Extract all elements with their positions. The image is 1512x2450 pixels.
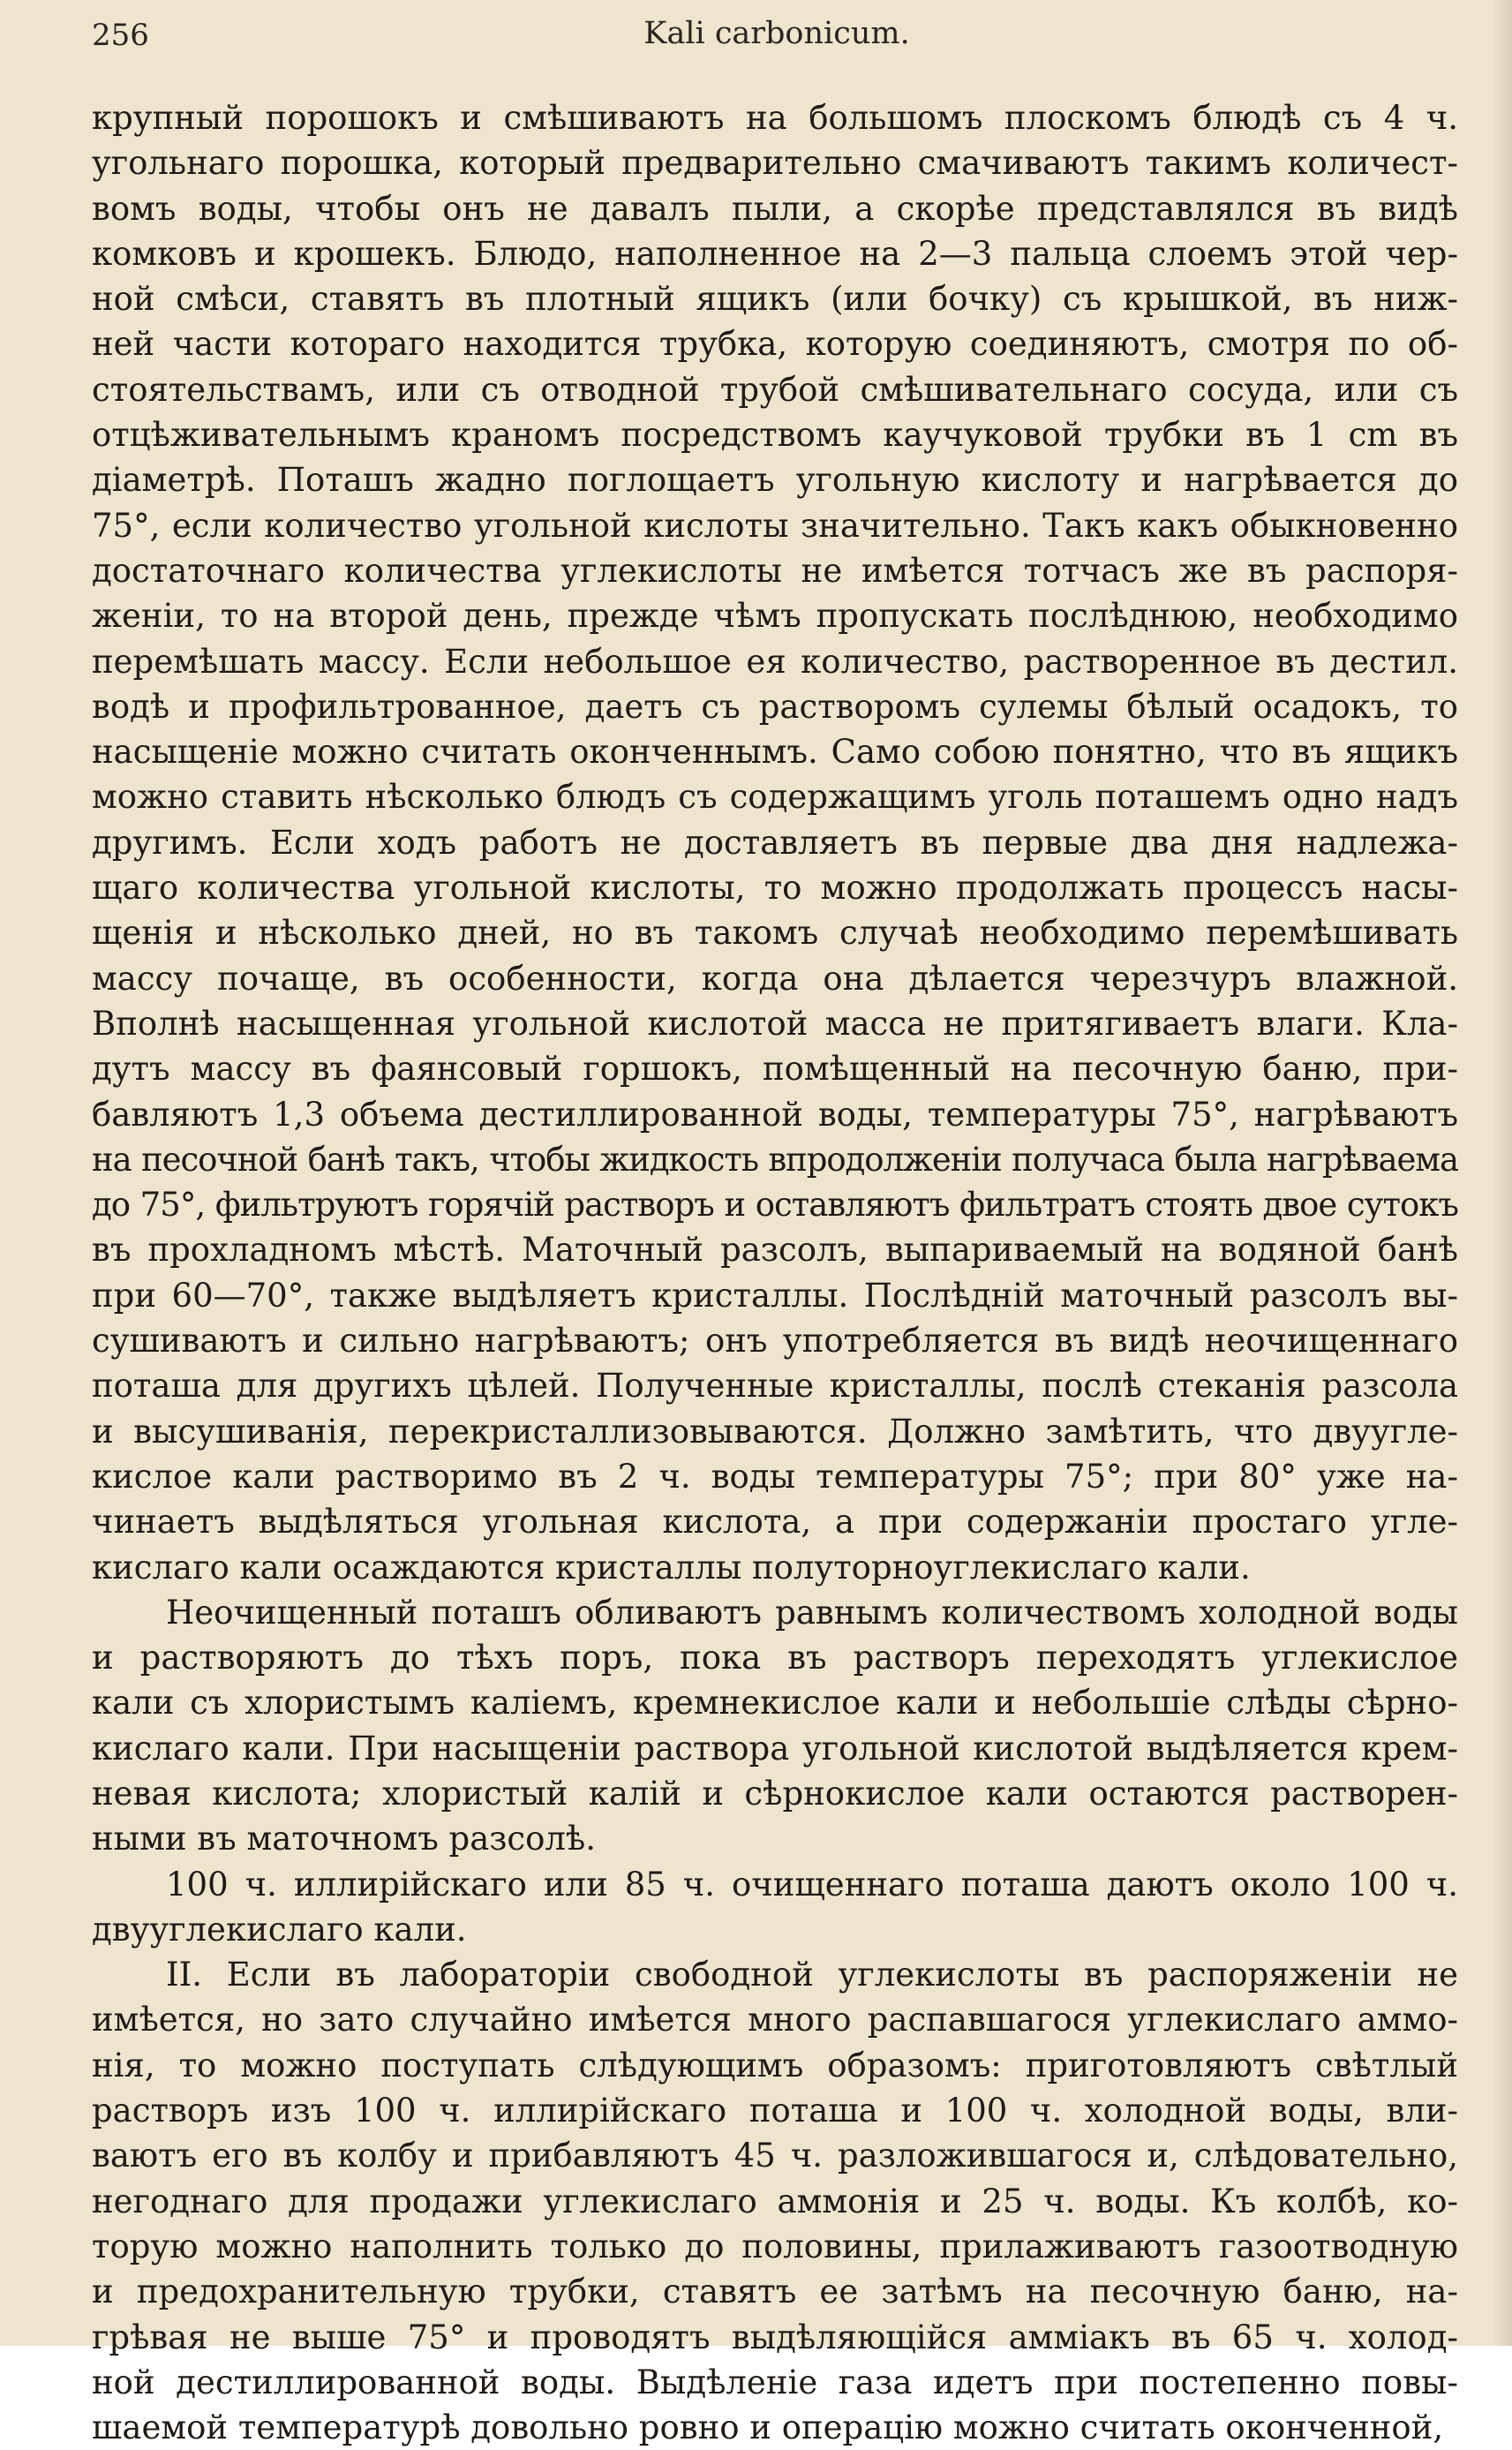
text-line: двууглекислаго кали. <box>92 1910 467 1949</box>
text-line: стоятельствамъ, или съ отводной трубой смѣшивательнаго сосуда, или съ <box>92 370 1458 409</box>
text-line: щаго количества угольной кислоты, то можно продолжать процессъ насы- <box>92 869 1458 908</box>
text-line: на песочной банѣ такъ, чтобы жидкость впродолженіи получаса была нагрѣваема <box>92 1140 1458 1179</box>
text-line: ной дестиллированной воды. Выдѣленіе газа идетъ при постепенно повы- <box>92 2363 1458 2401</box>
text-line: 100 ч. иллирійскаго или 85 ч. очищеннаго поташа даютъ около 100 ч. <box>166 1865 1458 1903</box>
text-line: при 60—70°, также выдѣляетъ кристаллы. Послѣдній маточный разсолъ вы- <box>92 1276 1458 1315</box>
text-line: сушиваютъ и сильно нагрѣваютъ; онъ употребляется въ видѣ неочищеннаго <box>92 1322 1458 1361</box>
text-line: достаточнаго количества углекислоты не имѣется тотчасъ же въ распоря- <box>92 551 1458 590</box>
page-header <box>88 5 1465 69</box>
text-line: діаметрѣ. Поташъ жадно поглощаетъ угольную кислоту и нагрѣвается до <box>92 461 1458 500</box>
text-line: ней части котораго находится трубка, которую соединяютъ, смотря по об- <box>92 325 1458 364</box>
text-line: растворъ изъ 100 ч. иллирійскаго поташа и 100 ч. холодной воды, вли- <box>92 2092 1458 2130</box>
text-line: другимъ. Если ходъ работъ не доставляетъ въ первые два дня надлежа- <box>92 823 1458 862</box>
text-line: и растворяютъ до тѣхъ поръ, пока въ растворъ переходятъ углекислое <box>92 1639 1458 1677</box>
text-line: грѣвая не выше 75° и проводятъ выдѣляющійся амміакъ въ 65 ч. холод- <box>92 2318 1458 2356</box>
page-edge-shadow <box>1493 0 1512 2346</box>
paragraph-3 <box>92 1862 1458 1953</box>
text-line: II. Если въ лабораторіи свободной углекислоты въ распоряженіи не <box>166 1956 1458 1994</box>
text-line: массу почаще, въ особенности, когда она дѣлается черезчуръ влажной. <box>92 959 1458 998</box>
text-line: комковъ и крошекъ. Блюдо, наполненное на 2—3 пальца слоемъ этой чер- <box>92 234 1458 273</box>
text-line: Вполнѣ насыщенная угольной кислотой масса не притягиваетъ влаги. Кла- <box>92 1004 1458 1043</box>
text-line: и предохранительную трубки, ставятъ ее затѣмъ на песочную баню, на- <box>92 2273 1458 2311</box>
text-line: и высушиванія, перекристаллизовываются. Должно замѣтить, что двуугле- <box>92 1412 1458 1451</box>
text-line: чинаетъ выдѣляться угольная кислота, а при содержаніи простаго угле- <box>92 1503 1458 1542</box>
text-line: бавляютъ 1,3 объема дестиллированной воды, температуры 75°, нагрѣваютъ <box>92 1095 1458 1134</box>
text-line: кислаго кали осаждаются кристаллы полуторноуглекислаго кали. <box>92 1548 1251 1587</box>
text-line: нія, то можно поступать слѣдующимъ образомъ: приготовляютъ свѣтлый <box>92 2046 1458 2084</box>
text-line: невая кислота; хлористый калій и сѣрнокислое кали остаются растворен- <box>92 1774 1458 1813</box>
paragraph-1 <box>92 95 1458 1590</box>
text-line: шаемой температурѣ довольно ровно и операцію можно считать оконченной, <box>92 2409 1444 2447</box>
text-line: торую можно наполнить только до половины, прилаживаютъ газоотводную <box>92 2227 1458 2265</box>
text-line: можно ставить нѣсколько блюдъ съ содержащимъ уголь поташемъ одно надъ <box>92 778 1458 817</box>
text-line: женіи, то на второй день, прежде чѣмъ пропускать послѣднюю, необходимо <box>92 597 1458 636</box>
text-line: ной смѣси, ставятъ въ плотный ящикъ (или бочку) съ крышкой, въ ниж- <box>92 280 1458 319</box>
paragraph-2 <box>92 1590 1458 1862</box>
text-line: перемѣшать массу. Если небольшое ея количество, растворенное въ дестил. <box>92 642 1458 681</box>
text-line: водѣ и профильтрованное, даетъ съ растворомъ сулемы бѣлый осадокъ, то <box>92 687 1458 726</box>
text-line: вомъ воды, чтобы онъ не давалъ пыли, а скорѣе представлялся въ видѣ <box>92 189 1458 228</box>
text-line: негоднаго для продажи углекислаго аммонія и 25 ч. воды. Къ колбѣ, ко- <box>92 2182 1458 2220</box>
text-line: ваютъ его въ колбу и прибавляютъ 45 ч. разложившагося и, слѣдовательно, <box>92 2137 1458 2175</box>
text-line: имѣется, но зато случайно имѣется много распавшагося углекислаго аммо- <box>92 2001 1458 2039</box>
body-text <box>92 95 1458 2450</box>
text-line: до 75°, фильтруютъ горячій растворъ и оставляютъ фильтратъ стоять двое сутокъ <box>92 1186 1458 1225</box>
page-number: 256 <box>92 18 149 53</box>
text-line: кали съ хлористымъ каліемъ, кремнекислое кали и небольшіе слѣды сѣрно- <box>92 1684 1458 1723</box>
paragraph-4 <box>92 1952 1458 2450</box>
text-line: ными въ маточномъ разсолѣ. <box>92 1820 597 1858</box>
text-line: кислаго кали. При насыщеніи раствора угольной кислотой выдѣляется крем- <box>92 1729 1458 1768</box>
text-line: насыщеніе можно считать оконченнымъ. Само собою понятно, что въ ящикъ <box>92 733 1458 772</box>
text-line: дутъ массу въ фаянсовый горшокъ, помѣщенный на песочную баню, при- <box>92 1050 1458 1089</box>
running-title: Kali carbonicum. <box>643 16 910 51</box>
text-line: щенія и нѣсколько дней, но въ такомъ случаѣ необходимо перемѣшивать <box>92 914 1458 953</box>
text-line: крупный порошокъ и смѣшиваютъ на большомъ плоскомъ блюдѣ съ 4 ч. <box>92 99 1458 137</box>
text-line: кислое кали растворимо въ 2 ч. воды температуры 75°; при 80° уже на- <box>92 1457 1458 1496</box>
text-line: 75°, если количество угольной кислоты значительно. Такъ какъ обыкновенно <box>92 506 1458 545</box>
text-line: угольнаго порошка, который предварительно смачиваютъ такимъ количест- <box>92 144 1458 183</box>
text-line: отцѣживательнымъ краномъ посредствомъ каучуковой трубки въ 1 cm въ <box>92 416 1458 455</box>
text-line: Неочищенный поташъ обливаютъ равнымъ количествомъ холодной воды <box>166 1593 1458 1632</box>
text-line: поташа для другихъ цѣлей. Полученные кристаллы, послѣ стеканія разсола <box>92 1367 1458 1406</box>
text-line: въ прохладномъ мѣстѣ. Маточный разсолъ, выпариваемый на водяной банѣ <box>92 1231 1458 1270</box>
